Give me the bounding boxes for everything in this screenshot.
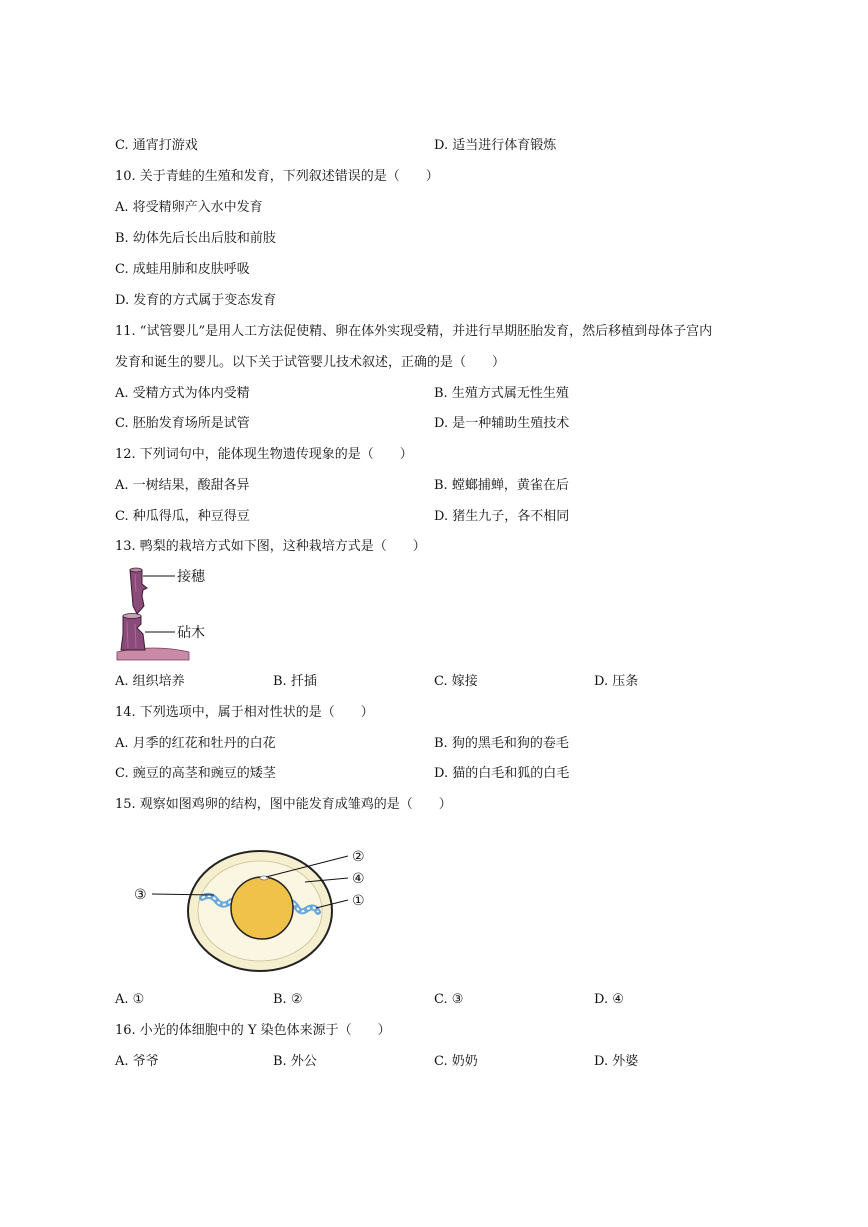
egg-structure-figure: [130, 838, 380, 988]
q15-stem: 15. 观察如图鸡卵的结构，图中能发育成雏鸡的是（ ）: [115, 797, 452, 812]
q10-option-c: C. 成蛙用肺和皮肤呼吸: [115, 262, 250, 277]
q12-option-c: C. 种瓜得瓜，种豆得豆: [115, 509, 250, 524]
label-4: ④: [352, 871, 365, 887]
q9-option-c: C. 通宵打游戏: [115, 138, 198, 153]
q12-option-d: D. 猪生九子，各不相同: [434, 509, 570, 524]
q13-option-d: D. 压条: [594, 674, 639, 689]
scion-label: 接穗: [177, 569, 205, 585]
egg-yolk: [231, 877, 293, 939]
q11-option-c: C. 胚胎发育场所是试管: [115, 416, 250, 431]
q12-stem: 12. 下列词句中，能体现生物遗传现象的是（ ）: [115, 447, 413, 462]
q9-option-d: D. 适当进行体育锻炼: [434, 138, 557, 153]
rootstock-label: 砧木: [177, 625, 205, 641]
label-3: ③: [134, 887, 147, 903]
label-1: ①: [352, 893, 365, 909]
q11-stem-line1: 11. “试管婴儿”是用人工方法促使精、卵在体外实现受精，并进行早期胚胎发育，然后移植到母体子宫内: [115, 324, 713, 339]
q14-stem: 14. 下列选项中，属于相对性状的是（ ）: [115, 705, 374, 720]
q14-option-b: B. 狗的黑毛和狗的卷毛: [434, 736, 569, 751]
q15-option-c: C. ③: [434, 992, 464, 1007]
q15-option-b: B. ②: [273, 992, 303, 1007]
q16-option-d: D. 外婆: [594, 1054, 639, 1069]
q13-option-b: B. 扦插: [273, 674, 317, 689]
q13-stem: 13. 鸭梨的栽培方式如下图，这种栽培方式是（ ）: [115, 539, 426, 554]
q13-option-a: A. 组织培养: [115, 674, 185, 689]
q11-option-b: B. 生殖方式属无性生殖: [434, 386, 569, 401]
q10-option-b: B. 幼体先后长出后肢和前肢: [115, 231, 276, 246]
q14-option-d: D. 猫的白毛和狐的白毛: [434, 766, 570, 781]
q10-option-a: A. 将受精卵产入水中发育: [115, 200, 263, 215]
q10-option-d: D. 发育的方式属于变态发育: [115, 293, 277, 308]
q12-option-b: B. 螳螂捕蝉，黄雀在后: [434, 478, 569, 493]
q12-option-a: A. 一树结果，酸甜各异: [115, 478, 250, 493]
q13-option-c: C. 嫁接: [434, 674, 478, 689]
q14-option-c: C. 豌豆的高茎和豌豆的矮茎: [115, 766, 276, 781]
q15-option-d: D. ④: [594, 992, 624, 1007]
grafting-figure: [115, 566, 235, 662]
q16-option-b: B. 外公: [273, 1054, 317, 1069]
q15-option-a: A. ①: [115, 992, 145, 1007]
q16-stem: 16. 小光的体细胞中的 Y 染色体来源于（ ）: [115, 1023, 391, 1038]
q14-option-a: A. 月季的红花和牡丹的白花: [115, 736, 276, 751]
q11-option-d: D. 是一种辅助生殖技术: [434, 416, 570, 431]
q16-option-c: C. 奶奶: [434, 1054, 478, 1069]
q11-option-a: A. 受精方式为体内受精: [115, 386, 250, 401]
q16-option-a: A. 爷爷: [115, 1054, 159, 1069]
q11-stem-line2: 发育和诞生的婴儿。以下关于试管婴儿技术叙述，正确的是（ ）: [115, 355, 506, 370]
scion-drawing: [130, 568, 147, 614]
q10-stem: 10. 关于青蛙的生殖和发育，下列叙述错误的是（ ）: [115, 169, 439, 184]
label-2: ②: [352, 849, 365, 865]
